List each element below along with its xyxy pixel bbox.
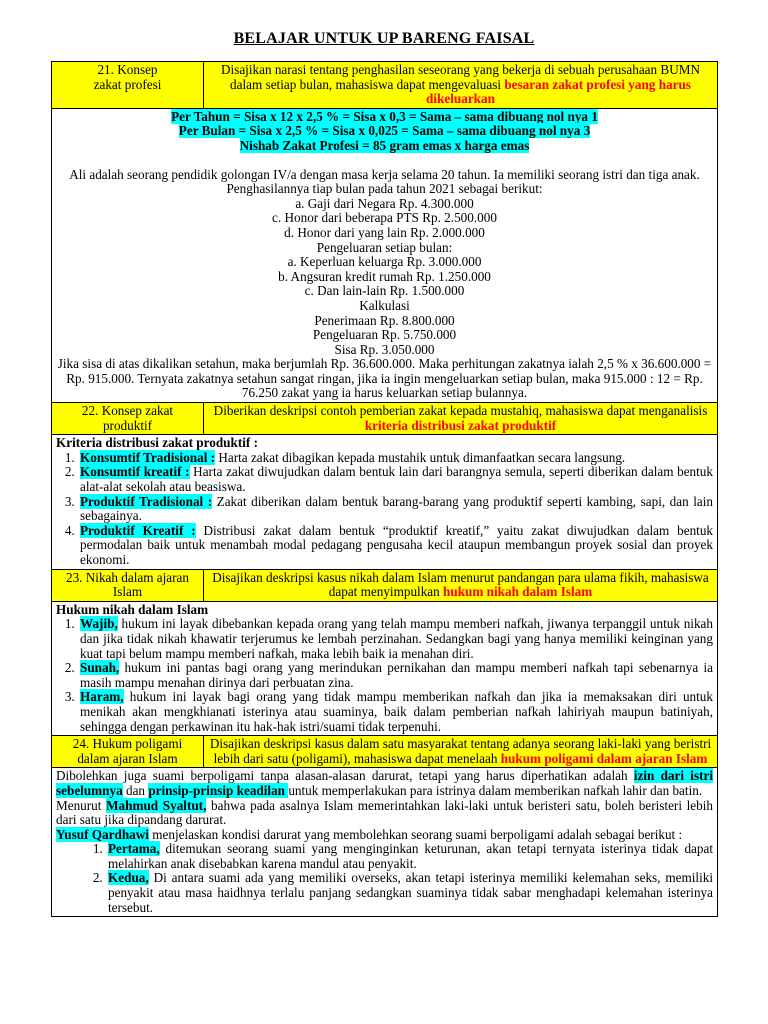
indicator-21-emphasis: besaran zakat profesi yang harus dikeluarkan <box>426 76 691 107</box>
topic-23-line2: Islam <box>112 584 143 600</box>
text: menjelaskan kondisi darurat yang membolehkan seorang suami berpoligami adalah sebagai berikut : <box>148 826 683 842</box>
indicator-22-emphasis: kriteria distribusi zakat produktif <box>364 417 557 433</box>
content-23 <box>52 601 718 735</box>
topic-21-line2: zakat profesi <box>93 76 162 92</box>
income-c: c. Honor dari beberapa PTS Rp. 2.500.000 <box>272 210 497 226</box>
row-23-header <box>52 569 718 601</box>
highlight-syaltut: Mahmud Syaltut, <box>106 797 207 813</box>
expense-a: a. Keperluan keluarga Rp. 3.000.000 <box>287 254 482 270</box>
expense-b: b. Angsuran kredit rumah Rp. 1.250.000 <box>278 268 491 284</box>
item-text: Harta zakat dibagikan kepada mustahik untuk dimanfaatkan secara langsung. <box>215 449 626 465</box>
income-d: d. Honor dari yang lain Rp. 2.000.000 <box>284 224 485 240</box>
list-item <box>106 842 713 871</box>
row-22-content <box>52 435 718 569</box>
indicator-24-text: Disajikan deskripsi kasus dalam satu masyarakat tentang adanya seorang laki-laki yang beristri lebih dari satu (poligami), mahasiswa dapat menelaah <box>209 736 712 766</box>
list-item <box>78 617 713 661</box>
list-item <box>78 495 713 524</box>
item-text: Distribusi zakat dalam bentuk “produktif kreatif,” yaitu zakat diwujudkan dalam bentuk permodalan baik untuk menambah modal pedagang pengusaha kecil ataupun membangun proyek sosial dan proyek ekonomi. <box>80 522 714 567</box>
highlight-keadilan: prinsip-prinsip keadilan <box>148 782 289 798</box>
indicator-23 <box>204 569 718 601</box>
topic-24-line1: 24. Hukum poligami <box>72 736 183 752</box>
indicator-23-emphasis: hukum nikah dalam Islam <box>443 584 593 600</box>
term-highlight: Konsumtif kreatif : <box>80 464 190 480</box>
text: bahwa pada asalnya Islam memerintahkan laki-laki untuk beristeri satu, boleh beristeri lebih dari satu jika dipandang darurat. <box>56 797 714 828</box>
expense-heading: Pengeluaran setiap bulan: <box>316 239 453 255</box>
row-23-content <box>52 601 718 735</box>
text: Dibolehkan juga suami berpoligami tanpa alasan-alasan darurat, tetapi yang harus diperhatikan adalah <box>56 768 634 784</box>
text: untuk memperlakukan para istrinya dalam memberikan nafkah lahir dan batin. <box>288 782 703 798</box>
indicator-22-text: Diberikan deskripsi contoh pemberian zakat kepada mustahiq, mahasiswa dapat menganalisis <box>213 403 708 419</box>
text: dan <box>122 782 149 798</box>
topic-23-line1: 23. Nikah dalam ajaran <box>65 569 190 585</box>
topic-21-line1: 21. Konsep <box>97 62 158 77</box>
zakat-calculation: Jika sisa di atas dikalikan setahun, maka berjumlah Rp. 36.600.000. Maka perhitungan zakatnya ialah 2,5 % x 36.600.000 = Rp. 915.000. Ternyata zakatnya setahun sangat ringan, jika ia ingin mengeluarkan setiap bulan, maka 915.000 : 12 = Rp. 76.250 zakat yang ia harus keluarkan setiap bulannya. <box>57 356 712 401</box>
indicator-22 <box>204 403 718 435</box>
polygamy-paragraph-1 <box>56 769 713 798</box>
material-table <box>51 61 718 917</box>
topic-21 <box>52 62 204 109</box>
list-item <box>78 465 713 494</box>
highlight-qardhawi: Yusuf Qardhawi <box>56 826 149 842</box>
term-highlight: Haram, <box>80 689 124 705</box>
list-item <box>78 524 713 568</box>
highlight-izin: izin dari istri sebelumnya <box>56 768 713 798</box>
content-22 <box>52 435 718 569</box>
item-text: ditemukan seorang suami yang menginginkan keturunan, akan tetapi ternyata isterinya tidak dapat melahirkan anak disebabkan karena mandul atau penyakit. <box>108 841 713 871</box>
list-item <box>78 690 713 734</box>
item-text: Di antara suami ada yang memiliki overseks, akan tetapi isterinya memiliki kelemahan seks, memiliki penyakit atau masa haidhnya terlalu panjang sedangkan suaminya tidak sabar menghadapi kelemahan isterinya tersebut. <box>108 870 713 915</box>
item-text: hukum ini pantas bagi orang yang merindukan pernikahan dan mampu memberi nafkah tapi sebenarnya ia masih mampu menahan dirinya dari perbuatan zina. <box>80 660 713 690</box>
row-24-header <box>52 736 718 768</box>
content-24 <box>52 768 718 917</box>
row-21-header <box>52 62 718 109</box>
item-text: Zakat diberikan dalam bentuk barang-barang yang produktif seperti kambing, sapi, dan lain sebagainya. <box>80 493 713 524</box>
criteria-list <box>56 451 713 568</box>
term-highlight: Konsumtif Tradisional : <box>80 449 216 465</box>
case-intro: Ali adalah seorang pendidik golongan IV/a dengan masa kerja selama 20 tahun. Ia memiliki seorang istri dan tiga anak. Penghasilannya tiap bulan pada tahun 2021 sebagai berikut: <box>69 166 700 197</box>
indicator-23-text: Disajikan deskripsi kasus nikah dalam Islam menurut pandangan para ulama fikih, mahasiswa dapat menyimpulkan <box>212 569 709 600</box>
item-text: hukum ini layak bagi orang yang tidak mampu memberikan nafkah dan jika ia memaksakan diri untuk menikah akan mengkhianati isterinya atau suaminya, baik dalam pemberian nafkah lahiriyah maupun batiniyah, sehingga dengan perkawinan itu hak-hak istri/suami tidak terpenuhi. <box>80 689 713 734</box>
list-item <box>78 661 713 690</box>
topic-22-line1: 22. Konsep zakat <box>81 403 174 419</box>
term-highlight: Pertama, <box>108 841 160 857</box>
row-24-content <box>52 768 718 917</box>
topic-24 <box>52 736 204 768</box>
formula-per-bulan: Per Bulan = Sisa x 2,5 % = Sisa x 0,025 = Sama – sama dibuang nol nya 3 <box>178 123 591 139</box>
total-income: Penerimaan Rp. 8.800.000 <box>314 312 455 328</box>
term-highlight: Wajib, <box>80 616 118 632</box>
topic-23 <box>52 569 204 601</box>
indicator-21-text: Disajikan narasi tentang penghasilan seseorang yang bekerja di sebuah perusahaan BUMN dalam setiap bulan, mahasiswa dapat mengevaluasi <box>221 62 700 92</box>
topic-22 <box>52 403 204 435</box>
calculation-heading: Kalkulasi <box>359 297 410 313</box>
page-title: BELAJAR UNTUK UP BARENG FAISAL <box>233 30 535 47</box>
income-a: a. Gaji dari Negara Rp. 4.300.000 <box>295 195 474 211</box>
formula-nishab: Nishab Zakat Profesi = 85 gram emas x harga emas <box>239 137 530 153</box>
row-22-header <box>52 403 718 435</box>
topic-22-line2: produktif <box>102 417 153 433</box>
topic-24-line2: dalam ajaran Islam <box>77 750 178 766</box>
polygamy-paragraph-3 <box>56 828 713 843</box>
remaining: Sisa Rp. 3.050.000 <box>334 341 435 357</box>
term-highlight: Sunah, <box>80 660 120 676</box>
criteria-heading: Kriteria distribusi zakat produktif : <box>56 435 258 451</box>
content-21 <box>52 108 718 402</box>
list-item <box>106 871 713 915</box>
indicator-24 <box>204 736 718 768</box>
term-highlight: Produktif Kreatif : <box>80 522 196 538</box>
term-highlight: Produktif Tradisional : <box>80 493 213 509</box>
marriage-law-list <box>56 617 713 734</box>
expense-c: c. Dan lain-lain Rp. 1.500.000 <box>304 283 465 299</box>
emergency-list <box>56 842 713 915</box>
row-21-content <box>52 108 718 402</box>
text: Menurut <box>56 797 107 813</box>
polygamy-paragraph-2 <box>56 799 713 828</box>
item-text: Harta zakat diwujudkan dalam bentuk lain dari barangnya semula, seperti diberikan dalam bentuk alat-alat sekolah atau beasiswa. <box>80 464 713 495</box>
item-text: hukum ini layak dibebankan kepada orang yang telah mampu memberi nafkah, jiwanya terpanggil untuk nikah dan jika tidak nikah khawatir terjerumus ke lembah perzinahan. Sedangkan bagi yang hanya memiliki keinginan yang kuat tapi belum mampu memberi nafkah, maka lebih baik ia menahan diri. <box>80 616 713 661</box>
formula-per-tahun: Per Tahun = Sisa x 12 x 2,5 % = Sisa x 0,3 = Sama – sama dibuang nol nya 1 <box>171 108 598 124</box>
marriage-law-heading: Hukum nikah dalam Islam <box>56 601 209 617</box>
indicator-24-emphasis: hukum poligami dalam ajaran Islam <box>500 750 708 766</box>
term-highlight: Kedua, <box>108 870 149 886</box>
list-item <box>78 451 713 466</box>
total-expense: Pengeluaran Rp. 5.750.000 <box>312 327 457 343</box>
indicator-21 <box>204 62 718 109</box>
